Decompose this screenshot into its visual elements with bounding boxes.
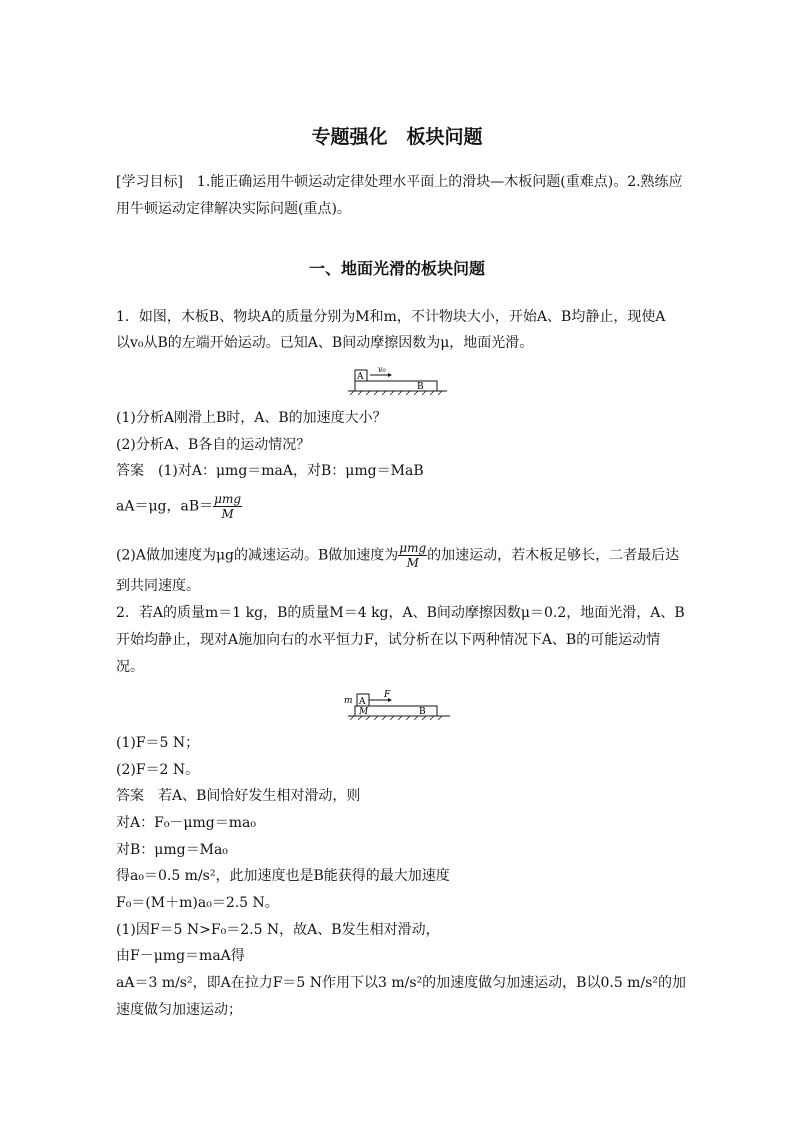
fig2-block-a-label: A: [359, 697, 366, 707]
fig2-board-b-label: B: [419, 707, 426, 717]
objectives-line-2: 用牛顿运动定律解决实际问题(重点)。: [116, 201, 351, 217]
fraction-denominator: M: [221, 507, 234, 521]
page-title: 专题强化 板块问题: [311, 126, 483, 148]
fig1-board-b-label: B: [417, 382, 424, 392]
problem2-answer-8: aA＝3 m/s²，即A在拉力F＝5 N作用下以3 m/s²的加速度做匀加速运动，B以0.5 m/s²的加: [116, 975, 686, 991]
figure-2: [340, 688, 455, 722]
problem2-line-3: 况。: [116, 659, 144, 675]
fig2-m-board-label: M: [359, 707, 369, 717]
problem2-answer-3: 对B：μmg＝Ma₀: [116, 842, 228, 858]
objectives-line-1: [学习目标] 1.能正确运用牛顿运动定律处理水平面上的滑块—木板问题(重难点)。2.熟练应: [116, 174, 683, 190]
fraction-numerator: μmg: [214, 492, 242, 506]
problem2-answer-5: F₀＝(M＋m)a₀＝2.5 N。: [116, 895, 279, 911]
problem1-answer-1: 答案 (1)对A：μmg＝maA，对B：μmg＝MaB: [116, 463, 424, 479]
problem1-answer-2: [116, 492, 242, 521]
problem2-answer-2: 对A：F₀－μmg＝ma₀: [116, 815, 257, 831]
fig1-block-a-label: A: [357, 372, 364, 382]
fraction-numerator-2: μmg: [399, 541, 427, 555]
fraction-mu-mg-over-m-2: [398, 541, 427, 570]
section-heading: 一、地面光滑的板块问题: [308, 259, 485, 278]
problem1-question-2: (2)分析A、B各自的运动情况？: [116, 437, 311, 453]
problem1-line-1: 1．如图，木板B、物块A的质量分别为M和m，不计物块大小，开始A、B均静止，现使A: [116, 309, 666, 325]
problem2-line-2: 开始均静止，现对A施加向右的水平恒力F，试分析在以下两种情况下A、B的可能运动情: [116, 632, 661, 648]
problem2-case-1: (1)F＝5 N；: [116, 735, 200, 751]
answer2-text: aA＝μg，aB＝: [116, 498, 214, 515]
problem2-answer-9: 速度做匀加速运动；: [116, 1002, 242, 1018]
problem1-answer-3: [116, 541, 679, 570]
problem1-question-1: (1)分析A刚滑上B时，A、B的加速度大小？: [116, 410, 387, 426]
problem2-answer-6: (1)因F＝5 N>F₀＝2.5 N，故A、B发生相对滑动，: [116, 922, 440, 938]
fraction-denominator-2: M: [406, 556, 419, 570]
problem1-answer-4: 到共同速度。: [116, 578, 200, 594]
problem2-line-1: 2．若A的质量m＝1 kg，B的质量M＝4 kg，A、B间动摩擦因数μ＝0.2，地面光滑，A、B: [116, 605, 685, 621]
problem1-line-2: 以v₀从B的左端开始运动。已知A、B间动摩擦因数为μ，地面光滑。: [116, 335, 534, 351]
figure-1: [340, 363, 450, 397]
problem2-case-2: (2)F＝2 N。: [116, 762, 200, 778]
problem2-answer-1: 答案 若A、B间恰好发生相对滑动，则: [116, 788, 361, 804]
fig1-velocity-label: v₀: [378, 365, 386, 374]
problem2-answer-7: 由F－μmg＝maA得: [116, 948, 245, 964]
fig2-force-label: F: [384, 690, 391, 700]
answer3-text-right: 的加速运动，若木板足够长，二者最后达: [427, 547, 680, 564]
fig2-m-label: m: [344, 696, 353, 706]
answer3-text-left: (2)A做加速度为μg的减速运动。B做加速度为: [116, 547, 399, 564]
fraction-mu-mg-over-m: [213, 492, 242, 521]
problem2-answer-4: 得a₀＝0.5 m/s²，此加速度也是B能获得的最大加速度: [116, 868, 450, 884]
